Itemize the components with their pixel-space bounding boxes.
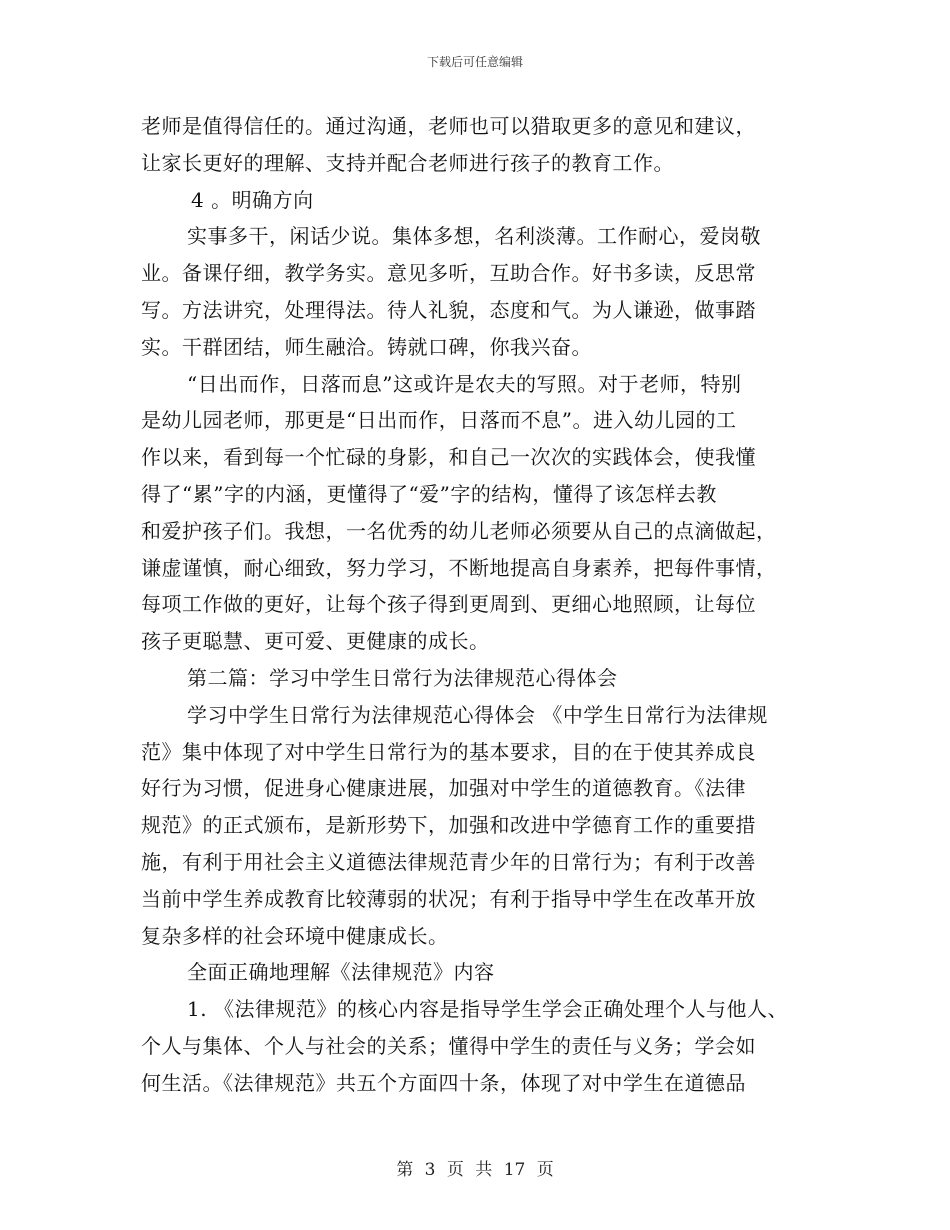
chapter-title: 第二篇：学习中学生日常行为法律规范心得体会 (187, 665, 618, 690)
text-line: 每项工作做的更好，让每个孩子得到更周到、更细心地照顾，让每位 (141, 592, 756, 617)
text-line: 得了“累”字的内涵，更懂得了“爱”字的结构，懂得了该怎样去教 (141, 481, 717, 506)
text-line: 是幼儿园老师，那更是“日出而作，日落而不息”。进入幼儿园的工 (141, 408, 737, 433)
text-line: 规范》的正式颁布，是新形势下，加强和改进中学德育工作的重要措 (141, 813, 756, 838)
text-line: 好行为习惯，促进身心健康进展，加强对中学生的道德教育。《法律 (141, 776, 746, 801)
text-line: 业。备课仔细，教学务实。意见多听，互助合作。好书多读，反思常 (141, 261, 756, 286)
text-line: 作以来，看到每一个忙碌的身影，和自己一次次的实践体会，使我懂 (141, 445, 756, 470)
text-line: 让家长更好的理解、支持并配合老师进行孩子的教育工作。 (141, 150, 674, 175)
text-line: 实。干群团结，师生融洽。铸就口碑，你我兴奋。 (141, 334, 592, 359)
section-heading: 全面正确地理解《法律规范》内容 (187, 960, 495, 985)
text-line: 个人与集体、个人与社会的关系；懂得中学生的责任与义务；学会如 (141, 1033, 756, 1058)
text-line: 何生活。《法律规范》共五个方面四十条，体现了对中学生在道德品 (141, 1070, 746, 1095)
page-number-footer: 第 3 页 共 17 页 (396, 1160, 554, 1180)
text-line: 写。方法讲究，处理得法。待人礼貌，态度和气。为人谦逊，做事踏 (141, 297, 756, 322)
paragraph-start: 实事多干，闲话少说。集体多想，名利淡薄。工作耐心，爱岗敬 (187, 224, 761, 249)
document-body (141, 108, 841, 1102)
paragraph-start: 学习中学生日常行为法律规范心得体会 《中学生日常行为法律规 (187, 702, 768, 727)
text-line: 老师是值得信任的。通过沟通，老师也可以猎取更多的意见和建议， (141, 114, 756, 138)
page-header: 下载后可任意编辑 (426, 55, 523, 69)
text-line: 孩子更聪慧、更可爱、更健康的成长。 (141, 629, 490, 654)
text-line: 和爱护孩子们。我想，一名优秀的幼儿老师必须要从自己的点滴做起， (141, 518, 777, 543)
text-line: 施，有利于用社会主义道德法律规范青少年的日常行为；有利于改善 (141, 849, 756, 874)
paragraph-start: 1. 《法律规范》的核心内容是指导学生学会正确处理个人与他人、 (187, 997, 788, 1022)
text-line: 复杂多样的社会环境中健康成长。 (141, 923, 449, 948)
text-line: 谦虚谨慎，耐心细致，努力学习，不断地提高自身素养，把每件事情， (141, 555, 777, 580)
paragraph-start: “日出而作，日落而息”这或许是农夫的写照。对于老师，特别 (187, 371, 742, 396)
section-heading: 4 。明确方向 (191, 187, 314, 212)
text-line: 范》集中体现了对中学生日常行为的基本要求，目的在于使其养成良 (141, 739, 756, 764)
text-line: 当前中学生养成教育比较薄弱的状况；有利于指导中学生在改革开放 (141, 886, 756, 911)
